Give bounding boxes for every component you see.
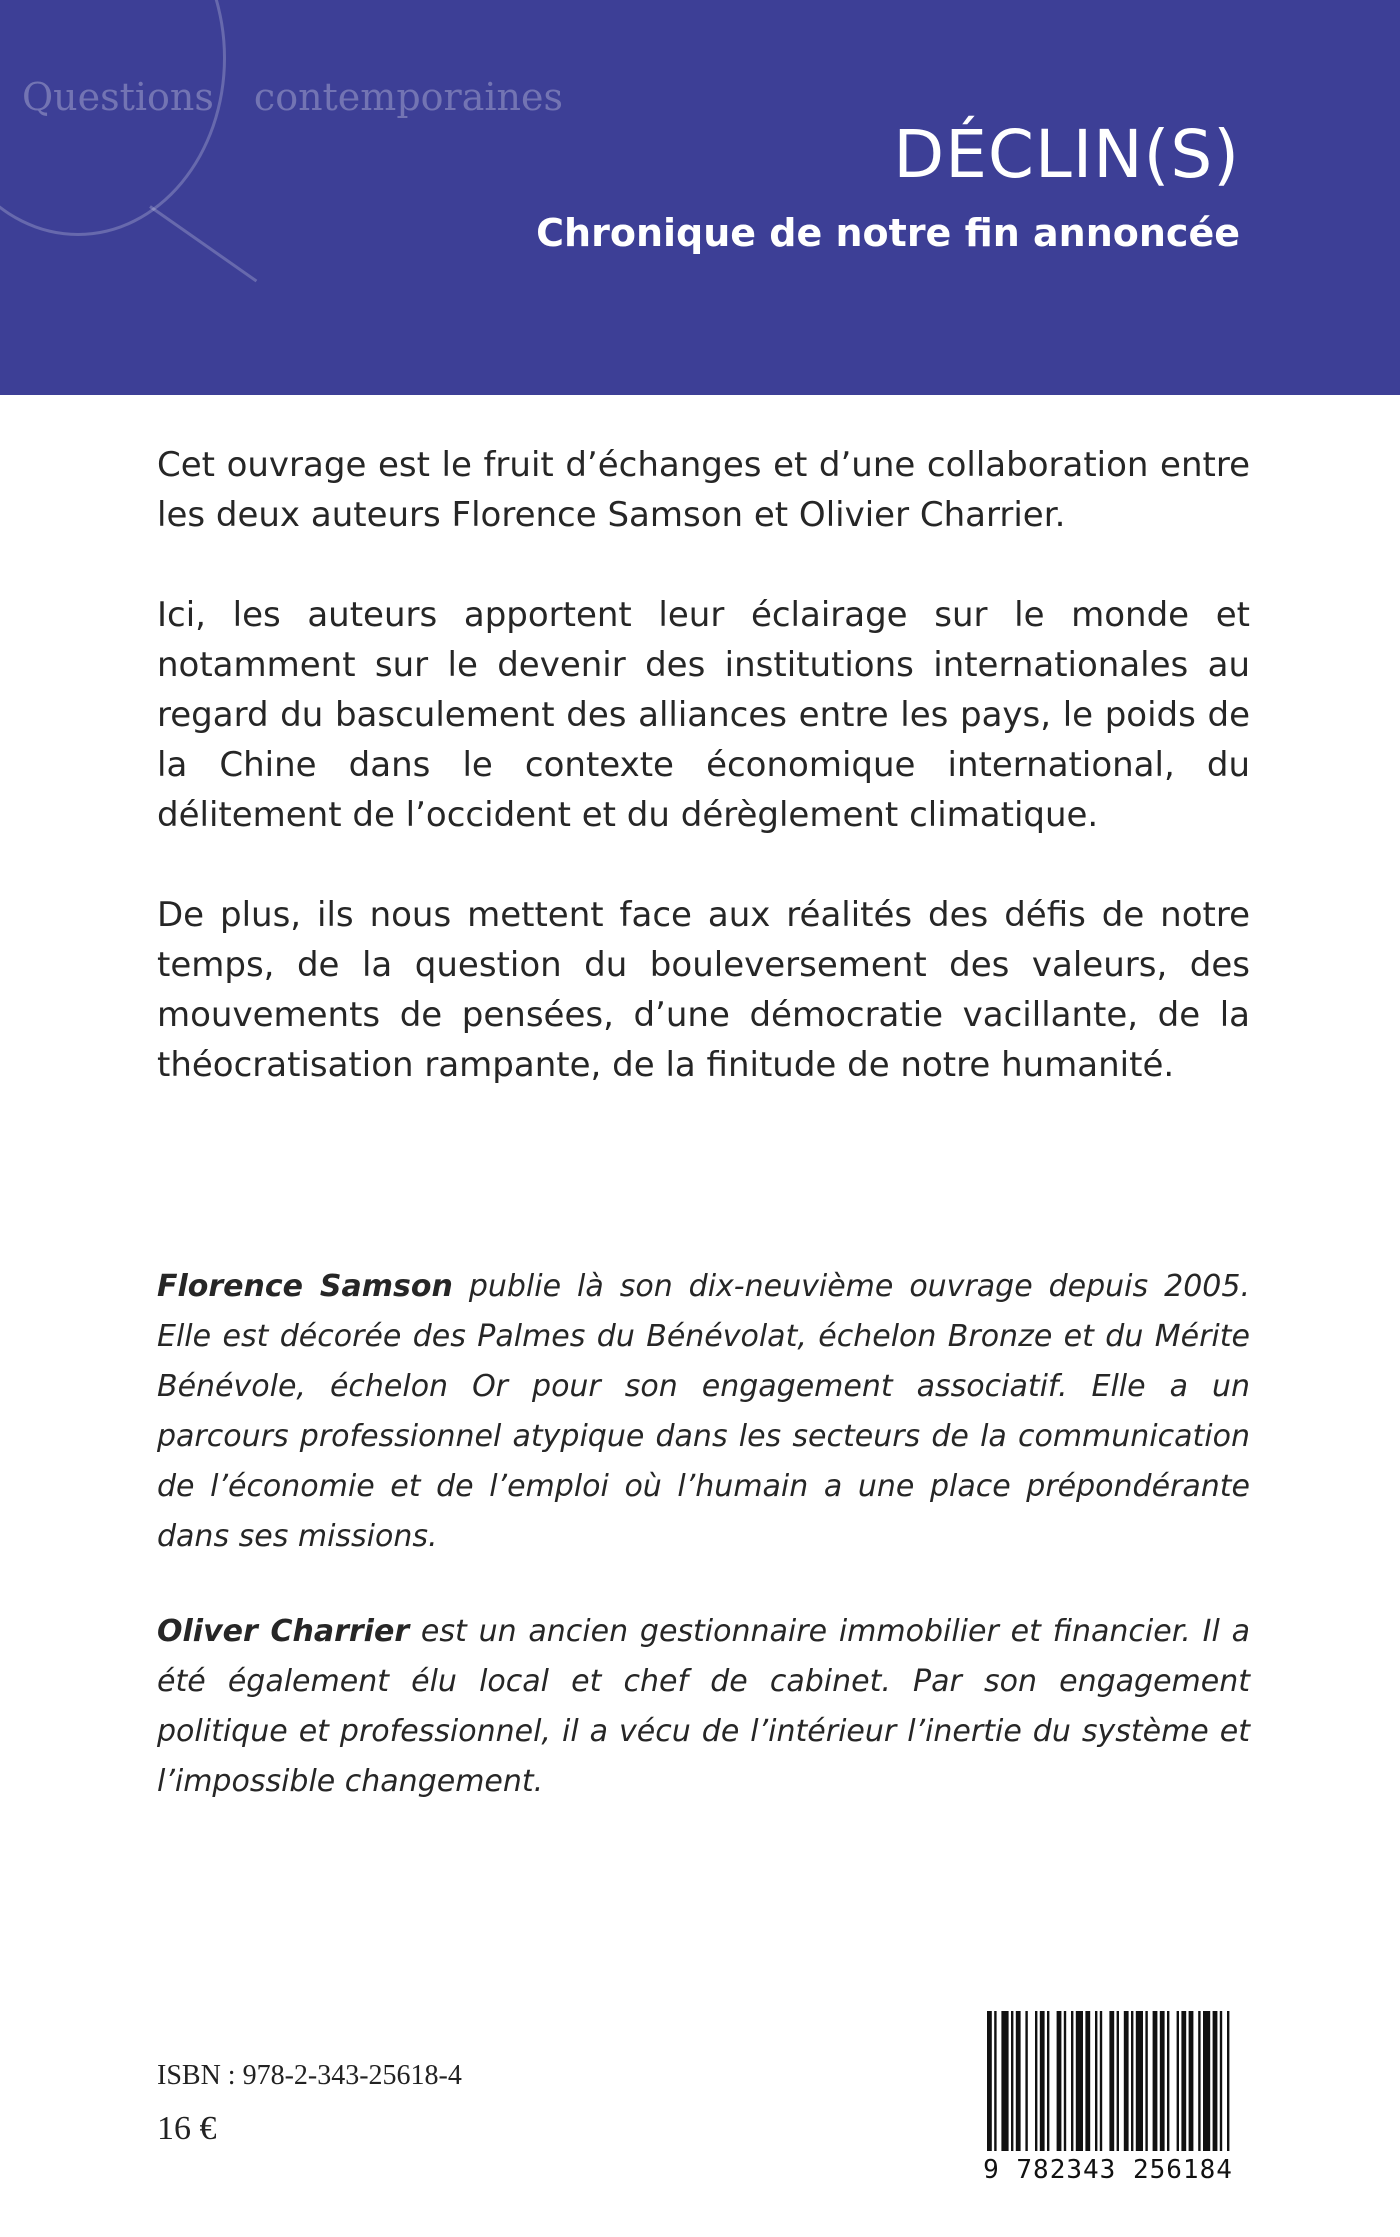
book-title: DÉCLIN(S) bbox=[893, 116, 1240, 193]
barcode-bar bbox=[1035, 2011, 1037, 2151]
collection-logo-q-tail bbox=[149, 205, 257, 282]
barcode-bar bbox=[1198, 2011, 1200, 2151]
author-1-name: Florence Samson bbox=[157, 1269, 453, 1304]
barcode-bar bbox=[1025, 2011, 1027, 2151]
barcode-bar bbox=[1177, 2011, 1179, 2151]
header-band bbox=[0, 0, 1400, 395]
barcode-bar bbox=[1189, 2011, 1194, 2151]
barcode-bar bbox=[1016, 2011, 1021, 2151]
barcode-bar bbox=[1136, 2011, 1143, 2151]
barcode-bar bbox=[987, 2011, 992, 2151]
barcode-bar bbox=[1145, 2011, 1147, 2151]
book-subtitle: Chronique de notre fin annoncée bbox=[536, 211, 1240, 255]
author-1-text: publie là son dix-neuvième ouvrage depuis 2005. Elle est décorée des Palmes du Bénévolat, échelon Bronze et du Mérite Bénévole, échelon Or pour son engagement associatif. Elle a un parcours professionnel atypique dans les secteurs de la communication de l’économie et de l’emploi où l’humain a une place prépondérante dans ses missions. bbox=[157, 1269, 1251, 1554]
barcode-bar bbox=[1095, 2011, 1097, 2151]
barcode-bar bbox=[1100, 2011, 1102, 2151]
barcode-bar bbox=[1011, 2011, 1013, 2151]
price: 16 € bbox=[157, 2110, 217, 2147]
barcode-bar bbox=[1203, 2011, 1210, 2151]
author-2-name: Oliver Charrier bbox=[157, 1614, 410, 1649]
author-1-bio bbox=[157, 1262, 1250, 1562]
collection-word-1: Questions bbox=[22, 75, 214, 119]
barcode-bar bbox=[1109, 2011, 1114, 2151]
description-paragraph-3: De plus, ils nous mettent face aux réalités des défis de notre temps, de la question du bouleversement des valeurs, des mouvements de pensées, d’une démocratie vacillante, de la théocratisation rampante, de la finitude de notre humanité. bbox=[157, 895, 1250, 1085]
barcode-bar bbox=[1117, 2011, 1119, 2151]
barcode-bar bbox=[1181, 2011, 1186, 2151]
barcode-digits: 9 782343 256184 bbox=[983, 2155, 1233, 2185]
description-paragraph-2: Ici, les auteurs apportent leur éclairage sur le monde et notamment sur le devenir des institutions internationales au regard du basculement des alliances entre les pays, le poids de la Chine dans le contexte économique international, du délitement de l’occident et du dérèglement climatique. bbox=[157, 595, 1250, 835]
barcode-bar bbox=[1220, 2011, 1222, 2151]
barcode-bar bbox=[1085, 2011, 1090, 2151]
barcode-bar bbox=[994, 2011, 996, 2151]
barcode-bar bbox=[1160, 2011, 1165, 2151]
barcode-bar bbox=[1167, 2011, 1169, 2151]
barcode-bar bbox=[1057, 2011, 1062, 2151]
isbn: ISBN : 978-2-343-25618-4 bbox=[157, 2060, 462, 2091]
barcode-bar bbox=[1153, 2011, 1158, 2151]
author-2-bio bbox=[157, 1607, 1250, 1807]
barcode-bar bbox=[1071, 2011, 1073, 2151]
author-bios bbox=[157, 1262, 1250, 1852]
barcode-bar bbox=[1064, 2011, 1066, 2151]
barcode bbox=[973, 2003, 1243, 2203]
book-description bbox=[157, 440, 1250, 1140]
description-paragraph-1: Cet ouvrage est le fruit d’échanges et d’une collaboration entre les deux auteurs Florence Samson et Olivier Charrier. bbox=[157, 445, 1250, 535]
barcode-bar bbox=[1131, 2011, 1133, 2151]
barcode-bar bbox=[1076, 2011, 1083, 2151]
author-2-text: est un ancien gestionnaire immobilier et financier. Il a été également élu local et chef de cabinet. Par son engagement politique et professionnel, il a vécu de l’intérieur l’inertie du système et l’impossible changement. bbox=[157, 1614, 1251, 1799]
barcode-bar bbox=[1213, 2011, 1218, 2151]
collection-word-2: contemporaines bbox=[253, 75, 563, 119]
barcode-bar bbox=[1227, 2011, 1229, 2151]
collection-name bbox=[22, 75, 603, 119]
barcode-bar bbox=[1001, 2011, 1008, 2151]
barcode-bar bbox=[1040, 2011, 1045, 2151]
barcode-bar bbox=[1047, 2011, 1049, 2151]
barcode-bar bbox=[1124, 2011, 1129, 2151]
